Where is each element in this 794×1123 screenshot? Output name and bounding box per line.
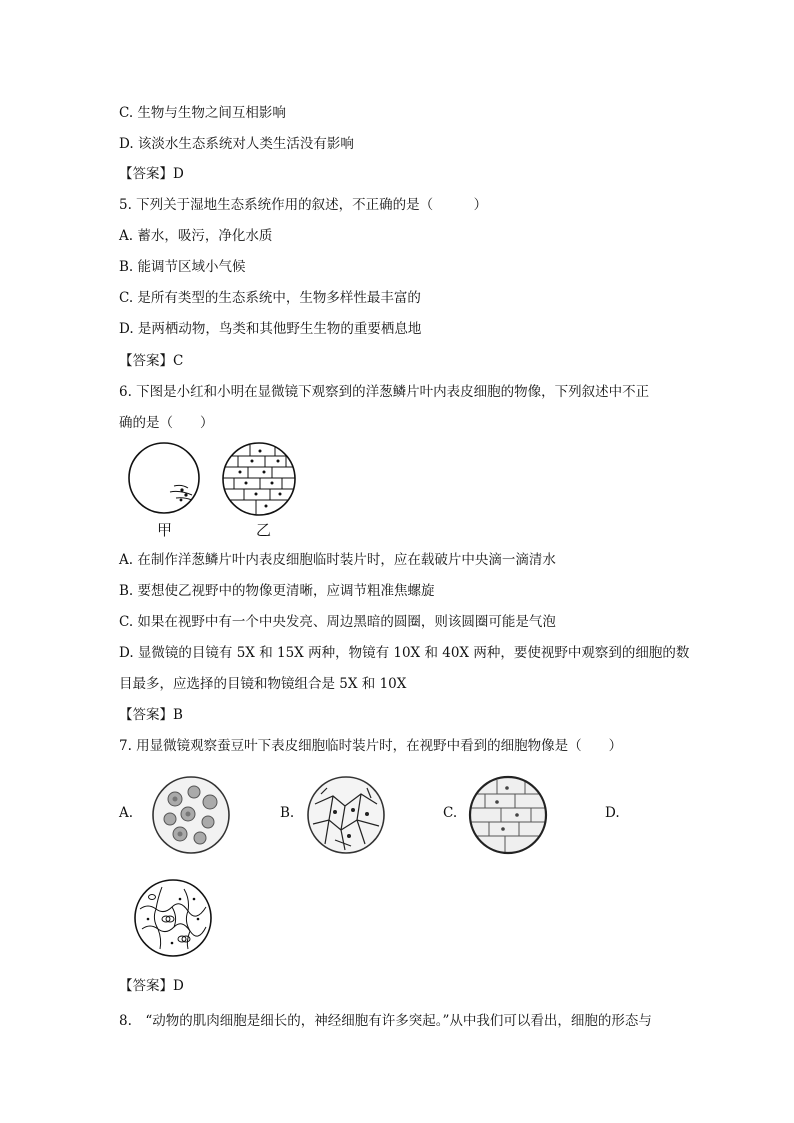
q5-option-a: A. 蓄水，吸污，净化水质 — [119, 228, 273, 244]
q7-answer: 【答案】D — [119, 978, 184, 994]
label-yi: 乙 — [256, 521, 272, 539]
q7-stem: 7. 用显微镜观察蚕豆叶下表皮细胞临时装片时，在视野中看到的细胞物像是（ ） — [119, 738, 623, 754]
q7-image-d-epidermis-cells — [132, 877, 214, 959]
q6-answer: 【答案】B — [119, 707, 183, 723]
q7-option-a-label: A. — [119, 805, 134, 821]
q7-image-c-onion-cells — [467, 774, 549, 856]
q6-stem-line1: 6. 下图是小红和小明在显微镜下观察到的洋葱鳞片叶内表皮细胞的物像，下列叙述中不正 — [119, 384, 650, 400]
q4-answer: 【答案】D — [119, 166, 184, 182]
q7-image-a-blood-cells — [150, 774, 232, 856]
q6-stem-line2: 确的是（ ） — [119, 415, 214, 431]
q6-option-c: C. 如果在视野中有一个中央发亮、周边黑暗的圆圈，则该圆圈可能是气泡 — [119, 614, 556, 630]
q6-option-d-line2: 目最多，应选择的目镜和物镜组合是 5X 和 10X — [119, 676, 407, 692]
label-jia: 甲 — [157, 521, 173, 539]
q6-option-a: A. 在制作洋葱鳞片叶内表皮细胞临时装片时，应在载破片中央滴一滴清水 — [119, 552, 556, 568]
q8-stem: 8. “动物的肌肉细胞是细长的，神经细胞有许多突起。”从中我们可以看出，细胞的形态与 — [119, 1013, 652, 1029]
q5-option-b: B. 能调节区域小气候 — [119, 259, 246, 275]
microscope-view-yi — [220, 440, 298, 518]
q7-option-b-label: B. — [280, 805, 295, 821]
q6-option-b: B. 要想使乙视野中的物像更清晰，应调节粗准焦螺旋 — [119, 583, 435, 599]
q5-answer: 【答案】C — [119, 353, 184, 369]
q4-option-c: C. 生物与生物之间互相影响 — [119, 105, 286, 121]
q5-option-d: D. 是两栖动物，鸟类和其他野生生物的重要栖息地 — [119, 321, 422, 337]
q7-option-d-label: D. — [605, 805, 620, 821]
q7-image-b-cells — [305, 774, 387, 856]
microscope-view-jia — [126, 440, 202, 516]
q4-option-d: D. 该淡水生态系统对人类生活没有影响 — [119, 136, 354, 152]
q7-option-c-label: C. — [443, 805, 458, 821]
q5-stem: 5. 下列关于湿地生态系统作用的叙述，不正确的是（ ） — [119, 197, 488, 213]
q6-option-d-line1: D. 显微镜的目镜有 5X 和 15X 两种，物镜有 10X 和 40X 两种，要使视野中观察到的细胞的数 — [119, 645, 690, 661]
q5-option-c: C. 是所有类型的生态系统中，生物多样性最丰富的 — [119, 290, 421, 306]
